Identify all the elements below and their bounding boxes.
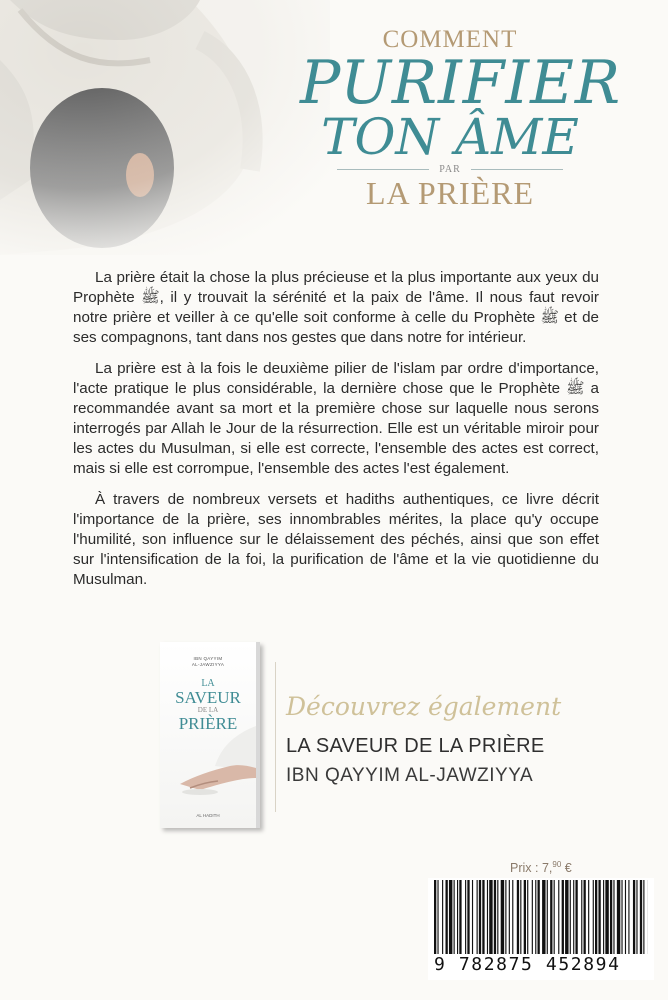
barcode-bar: [457, 880, 458, 954]
mini-author-line2: AL-JAWZIYYA: [191, 662, 225, 667]
barcode-bar: [542, 880, 545, 954]
barcode-bar: [437, 880, 438, 954]
barcode-bar: [573, 880, 574, 954]
barcode-bar: [479, 880, 481, 954]
divider-left: [337, 169, 429, 170]
barcode-bar: [524, 880, 526, 954]
paragraph-3: À travers de nombreux versets et hadiths authentiques, ce livre décrit l'importance de la prière, ses innombrables mérites, la place qu'y occupe l'humilité, son influence sur le délaissement des péchés, ainsi que son effet sur l'intensification de la foi, la purification de l'âme et la vie quotidienne du Musulman.: [73, 491, 599, 588]
barcode-bar: [489, 880, 492, 954]
barcode-bar: [584, 880, 586, 954]
barcode-bar: [535, 880, 536, 954]
barcode-bar: [467, 880, 469, 954]
cover-photo: [0, 0, 330, 255]
barcode-bar: [640, 880, 642, 954]
barcode-bar: [454, 880, 455, 954]
barcode-bar: [588, 880, 589, 954]
barcode-bar: [532, 880, 533, 954]
barcode-bar: [570, 880, 571, 954]
barcode-bar: [465, 880, 466, 954]
barcode-bar: [603, 880, 604, 954]
mini-title-dela: DE LA: [197, 706, 219, 714]
price-cents: 90: [552, 860, 562, 869]
barcode-bar: [501, 880, 504, 954]
barcode-bar: [477, 880, 478, 954]
title-par: PAR: [439, 164, 461, 175]
mini-cover-author: [160, 656, 256, 668]
barcode-bar: [598, 880, 600, 954]
praying-person-illustration: [0, 0, 330, 255]
barcode-bar: [562, 880, 564, 954]
hands-illustration: [160, 726, 256, 796]
barcode-bar: [509, 880, 510, 954]
barcode-bar: [595, 880, 597, 954]
barcode-bar: [633, 880, 635, 954]
title-la-priere: LA PRIÈRE: [365, 175, 535, 211]
cover-title: [300, 26, 622, 211]
barcode-bar: [434, 880, 436, 954]
barcode-bars: [434, 880, 648, 954]
mini-title-saveur: SAVEUR: [175, 688, 241, 707]
price-label: Prix : 7,: [510, 861, 553, 876]
barcode-bar: [459, 880, 461, 954]
barcode-bar: [512, 880, 513, 954]
barcode-bar: [628, 880, 629, 954]
barcode-bar: [520, 880, 521, 954]
mini-title-priere: PRIÈRE: [178, 714, 238, 733]
mini-publisher: AL HADITH: [196, 813, 220, 818]
barcode-bar: [442, 880, 443, 954]
price: [510, 860, 572, 875]
mini-title-la: LA: [201, 678, 215, 689]
barcode-bar: [449, 880, 452, 954]
divider-right: [471, 169, 563, 170]
barcode-bar: [547, 880, 548, 954]
back-cover-description: [73, 268, 599, 601]
recommended-author: IBN QAYYIM AL-JAWZIYYA: [286, 765, 534, 786]
barcode-bar: [581, 880, 582, 954]
title-ton-ame: TON ÂME: [321, 108, 579, 166]
barcode-bar: [593, 880, 594, 954]
recommended-title: LA SAVEUR DE LA PRIÈRE: [286, 735, 545, 757]
barcode-bar: [527, 880, 528, 954]
barcode-bar: [625, 880, 626, 954]
barcode-bar: [538, 880, 540, 954]
discover-heading: Découvrez également: [286, 692, 562, 721]
barcode-bar: [487, 880, 488, 954]
barcode-bar: [446, 880, 448, 954]
barcode-bar: [565, 880, 568, 954]
barcode: [428, 878, 654, 980]
title-comment: COMMENT: [382, 26, 518, 53]
barcode-bar: [494, 880, 496, 954]
barcode-bar: [613, 880, 614, 954]
title-purifier: PURIFIER: [300, 48, 622, 118]
barcode-bar: [517, 880, 519, 954]
barcode-bar: [558, 880, 559, 954]
paragraph-1: La prière était la chose la plus précieuse et la plus importante aux yeux du Prophète ﷺ, il y trouvait la sérénité et la paix de l'âme. Il nous faut revoir notre prière et veiller à ce qu'elle soit conforme à celle du Prophète ﷺ et de ses compagnons, tant dans nos gestes que dans notre for intérieur.: [73, 269, 599, 346]
barcode-bar: [472, 880, 473, 954]
barcode-bar: [621, 880, 622, 954]
recommended-book-cover: [160, 642, 260, 828]
barcode-bar: [505, 880, 506, 954]
barcode-bar: [605, 880, 608, 954]
barcode-bar: [636, 880, 637, 954]
barcode-bar: [497, 880, 498, 954]
barcode-bar: [554, 880, 555, 954]
barcode-bar: [610, 880, 612, 954]
paragraph-2: La prière est à la fois le deuxième pilier de l'islam par ordre d'importance, l'acte pratique le plus considérable, la dernière chose que le Prophète ﷺ a recommandée avant sa mort et la première chose sur laquelle nous serons interrogés par Allah le Jour de la résurrection. Elle est un véritable miroir pour les actes du Musulman, si elle est correcte, l'ensemble des actes est correct, mais si elle est corrompue, l'ensemble des actes l'est également.: [73, 360, 599, 477]
barcode-bar: [482, 880, 484, 954]
barcode-bar: [575, 880, 577, 954]
barcode-bar: [643, 880, 644, 954]
barcode-bar: [550, 880, 552, 954]
isbn-number: 9 782875 452894: [434, 954, 621, 975]
mini-author-line1: IBN QAYYIM: [193, 656, 223, 661]
barcode-bar: [617, 880, 620, 954]
vertical-divider: [275, 662, 276, 812]
price-currency: €: [561, 861, 572, 876]
